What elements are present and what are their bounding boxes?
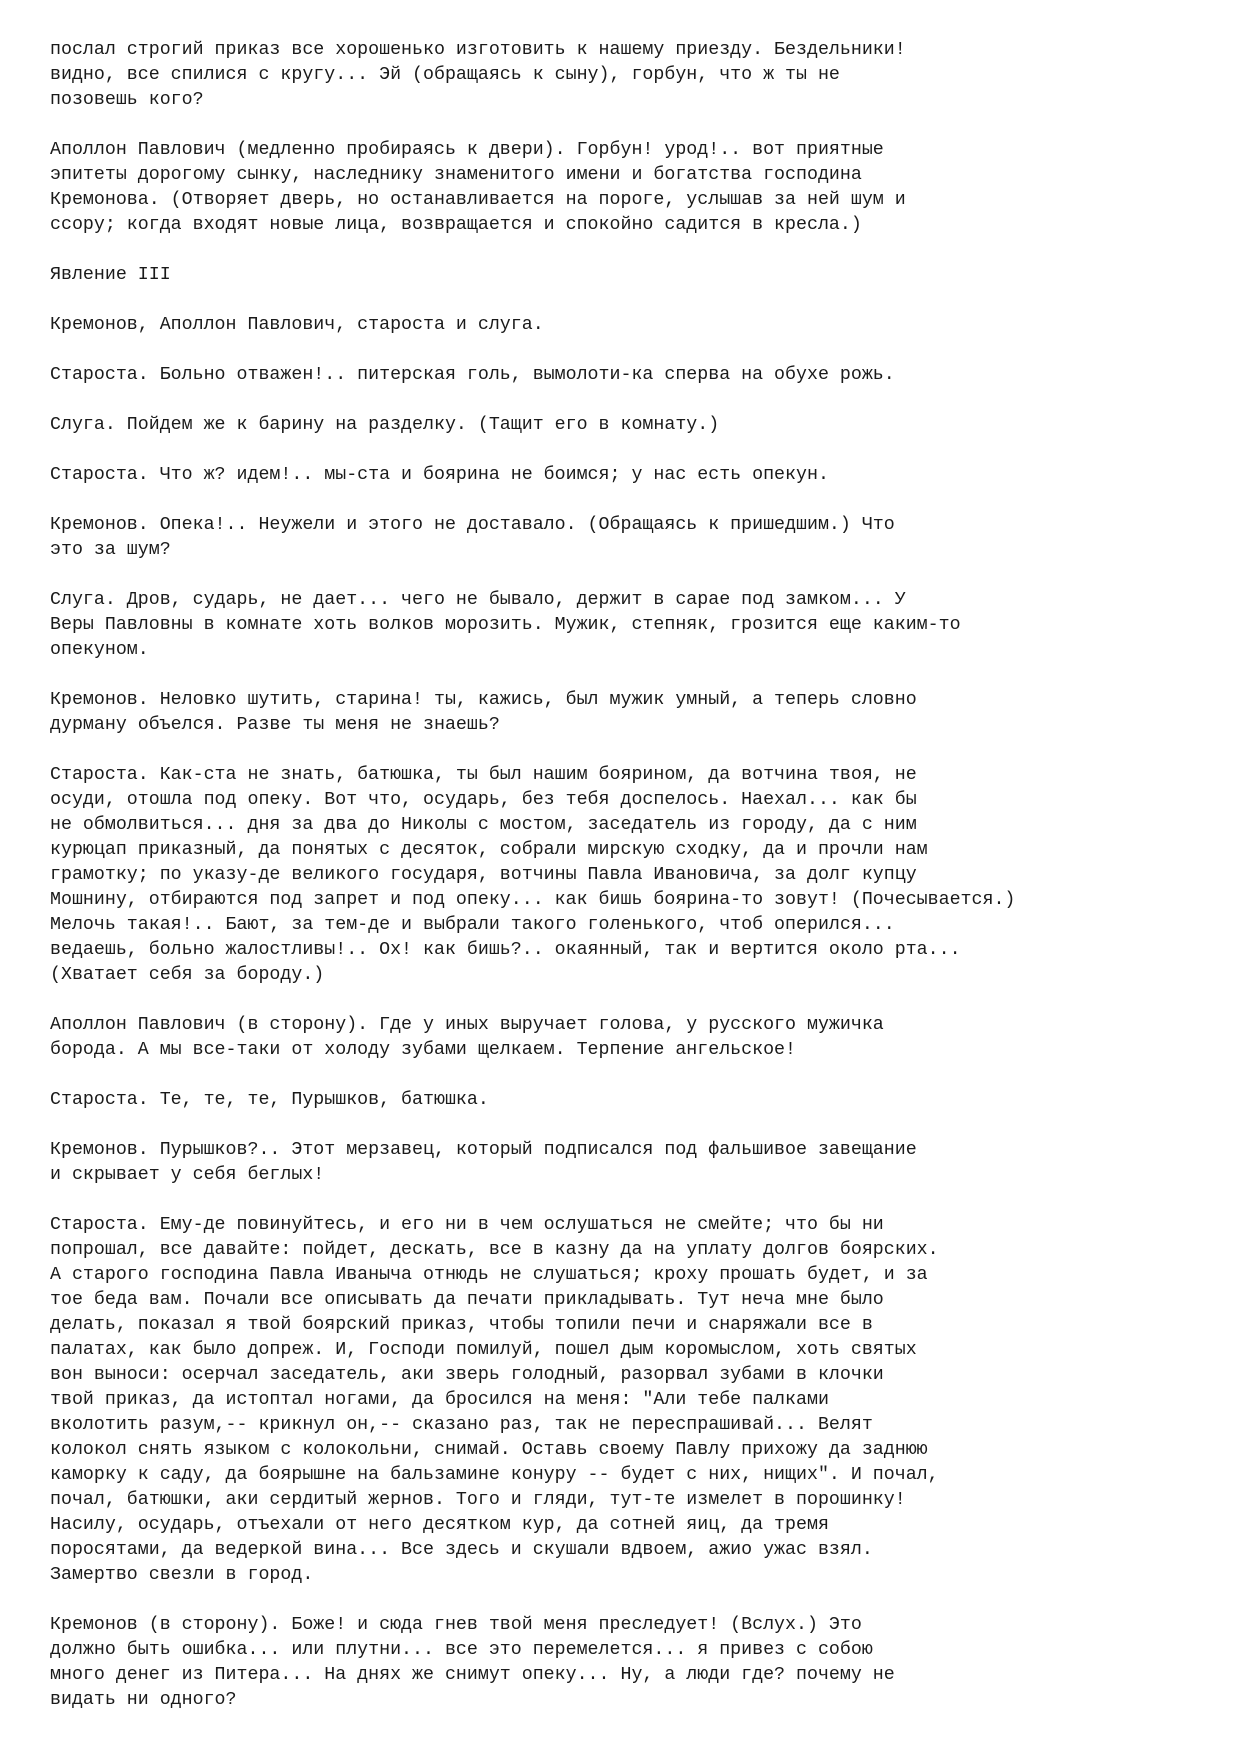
text-line: Староста. Ему-де повинуйтесь, и его ни в чем ослушаться не смейте; что бы ни	[50, 1215, 884, 1235]
paragraph	[50, 313, 1220, 338]
paragraph	[50, 1213, 1220, 1588]
paragraph	[50, 513, 1220, 563]
text-line: эпитеты дорогому сынку, наследнику знаменитого имени и богатства господина	[50, 165, 862, 185]
text-line: Замертво свезли в город.	[50, 1565, 314, 1585]
paragraph	[50, 1013, 1220, 1063]
text-line: много денег из Питера... На днях же снимут опеку... Ну, а люди где? почему не	[50, 1665, 895, 1685]
paragraph	[50, 413, 1220, 438]
text-line: твой приказ, да истоптал ногами, да бросился на меня: "Али тебе палками	[50, 1390, 829, 1410]
text-line: колокол снять языком с колокольни, снимай. Оставь своему Павлу прихожу да заднюю	[50, 1440, 928, 1460]
text-line: Кремонов. Опека!.. Неужели и этого не доставало. (Обращаясь к пришедшим.) Что	[50, 515, 895, 535]
paragraph	[50, 38, 1220, 113]
text-line: Кремонов. Пурышков?.. Этот мерзавец, который подписался под фальшивое завещание	[50, 1140, 917, 1160]
text-line: делать, показал я твой боярский приказ, чтобы топили печи и снаряжали все в	[50, 1315, 873, 1335]
text-line: тое беда вам. Почали все описывать да печати прикладывать. Тут неча мне было	[50, 1290, 884, 1310]
text-line: послал строгий приказ все хорошенько изготовить к нашему приезду. Бездельники!	[50, 40, 906, 60]
text-line: Слуга. Пойдем же к барину на разделку. (Тащит его в комнату.)	[50, 415, 720, 435]
text-line: курюцап приказный, да понятых с десяток, собрали мирскую сходку, да и прочли нам	[50, 840, 928, 860]
text-line: палатах, как было допреж. И, Господи помилуй, пошел дым коромыслом, хоть святых	[50, 1340, 917, 1360]
text-line: Староста. Как-ста не знать, батюшка, ты был нашим боярином, да вотчина твоя, не	[50, 765, 917, 785]
text-line: каморку к саду, да боярышне на бальзамине конуру -- будет с них, нищих". И почал,	[50, 1465, 939, 1485]
text-line: должно быть ошибка... или плутни... все это перемелется... я привез с собою	[50, 1640, 873, 1660]
text-line: видно, все спилися с кругу... Эй (обращаясь к сыну), горбун, что ж ты не	[50, 65, 840, 85]
text-line: Кремонов, Аполлон Павлович, староста и слуга.	[50, 315, 544, 335]
text-line: Явление III	[50, 265, 171, 285]
paragraph	[50, 363, 1220, 388]
text-line: Насилу, осударь, отъехали от него десятком кур, да сотней яиц, да тремя	[50, 1515, 829, 1535]
text-line: грамотку; по указу-де великого государя, вотчины Павла Ивановича, за долг купцу	[50, 865, 917, 885]
text-line: Староста. Больно отважен!.. питерская голь, вымолоти-ка сперва на обухе рожь.	[50, 365, 895, 385]
paragraph	[50, 1138, 1220, 1188]
text-line: Слуга. Дров, сударь, не дает... чего не бывало, держит в сарае под замком... У	[50, 590, 906, 610]
text-line: не обмолвиться... дня за два до Николы с мостом, заседатель из городу, да с ним	[50, 815, 917, 835]
paragraph	[50, 688, 1220, 738]
text-line: Веры Павловны в комнате хоть волков морозить. Мужик, степняк, грозится еще каким-то	[50, 615, 961, 635]
paragraph	[50, 1088, 1220, 1113]
text-line: ведаешь, больно жалостливы!.. Ох! как бишь?.. окаянный, так и вертится около рта...	[50, 940, 961, 960]
text-line: это за шум?	[50, 540, 171, 560]
text-line: А старого господина Павла Иваныча отнюдь не слушаться; кроху прошать будет, и за	[50, 1265, 928, 1285]
text-line: ссору; когда входят новые лица, возвращается и спокойно садится в кресла.)	[50, 215, 862, 235]
text-line: опекуном.	[50, 640, 149, 660]
paragraph	[50, 1613, 1220, 1713]
text-line: осуди, отошла под опеку. Вот что, осударь, без тебя доспелось. Наехал... как бы	[50, 790, 917, 810]
text-line: вон выноси: осерчал заседатель, аки зверь голодный, разорвал зубами в клочки	[50, 1365, 884, 1385]
text-line: Мошнину, отбираются под запрет и под опеку... как бишь боярина-то зовут! (Почесывается.)	[50, 890, 1016, 910]
text-line: Кремонова. (Отворяет дверь, но останавливается на пороге, услышав за ней шум и	[50, 190, 906, 210]
text-line: попрошал, все давайте: пойдет, дескать, все в казну да на уплату долгов боярских.	[50, 1240, 939, 1260]
text-line: почал, батюшки, аки сердитый жернов. Того и гляди, тут-те измелет в порошинку!	[50, 1490, 906, 1510]
text-line: дурману объелся. Разве ты меня не знаешь?	[50, 715, 500, 735]
text-line: Кремонов. Неловко шутить, старина! ты, кажись, был мужик умный, а теперь словно	[50, 690, 917, 710]
text-line: борода. А мы все-таки от холоду зубами щелкаем. Терпение ангельское!	[50, 1040, 796, 1060]
text-line: позовешь кого?	[50, 90, 204, 110]
text-line: поросятами, да ведеркой вина... Все здесь и скушали вдвоем, ажио ужас взял.	[50, 1540, 873, 1560]
text-line: и скрывает у себя беглых!	[50, 1165, 325, 1185]
paragraph	[50, 463, 1220, 488]
text-line: (Хватает себя за бороду.)	[50, 965, 325, 985]
text-line: вколотить разум,-- крикнул он,-- сказано раз, так не переспрашивай... Велят	[50, 1415, 873, 1435]
text-line: Аполлон Павлович (в сторону). Где у иных выручает голова, у русского мужичка	[50, 1015, 884, 1035]
text-line: Кремонов (в сторону). Боже! и сюда гнев твой меня преследует! (Вслух.) Это	[50, 1615, 862, 1635]
text-line: видать ни одного?	[50, 1690, 237, 1710]
paragraph	[50, 138, 1220, 238]
paragraph	[50, 763, 1220, 988]
text-line: Староста. Те, те, те, Пурышков, батюшка.	[50, 1090, 489, 1110]
text-line: Мелочь такая!.. Бают, за тем-де и выбрали такого голенького, чтоб оперился...	[50, 915, 895, 935]
paragraph	[50, 588, 1220, 663]
document-page	[50, 38, 1220, 1738]
paragraph	[50, 263, 1220, 288]
text-line: Аполлон Павлович (медленно пробираясь к двери). Горбун! урод!.. вот приятные	[50, 140, 884, 160]
text-line: Староста. Что ж? идем!.. мы-ста и боярина не боимся; у нас есть опекун.	[50, 465, 829, 485]
